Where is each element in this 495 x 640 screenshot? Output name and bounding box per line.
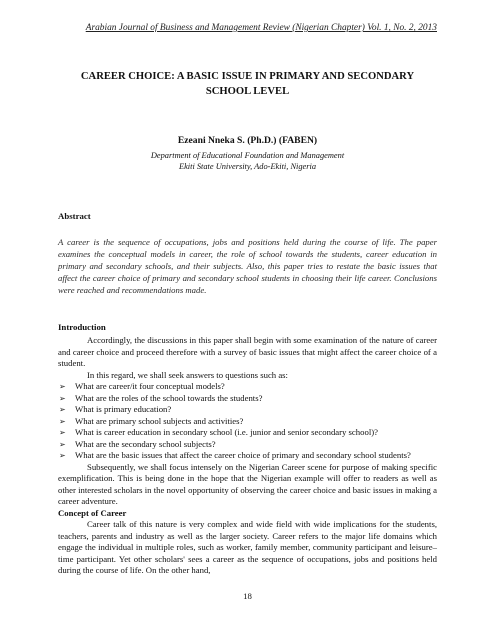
journal-header: Arabian Journal of Business and Management Review (Nigerian Chapter) Vol. 1, No. 2, 2013 — [85, 23, 437, 33]
body-text — [58, 335, 437, 577]
list-item: ➢ What is career education in secondary school (i.e. junior and senior secondary school)? — [59, 427, 378, 437]
author-department: Department of Educational Foundation and Management — [150, 151, 345, 160]
page-number: 18 — [243, 591, 252, 601]
title-line-1: CAREER CHOICE: A BASIC ISSUE IN PRIMARY AND SECONDARY — [80, 71, 415, 82]
list-item: ➢ What are the basic issues that affect the career choice of primary and secondary school students? — [59, 450, 411, 460]
list-item: ➢ What are the roles of the school towards the students? — [59, 392, 263, 403]
intro-paragraph-2: In this regard, we shall seek answers to questions such as: — [87, 369, 288, 380]
question-list — [58, 381, 437, 462]
paper-title — [58, 69, 437, 99]
list-item: ➢ What are career/it four conceptual models? — [59, 381, 225, 391]
intro-paragraph-1: Accordingly, the discussions in this paper shall begin with some examination of the nature of career and career choice and proceed therefore with a survey of basic issues that might affect the career choice of a student. — [58, 335, 437, 368]
author-institution: Ekiti State University, Ado-Ekiti, Nigeria — [178, 162, 317, 171]
arrowhead-bullet-icon: ➢ — [59, 416, 66, 426]
arrowhead-bullet-icon: ➢ — [59, 428, 66, 437]
concept-paragraph: Career talk of this nature is very complex and wide field with wide implications for the students, teachers, parents and industry as well as the larger society. Career refers to the major life domains which engage the individual in multiple roles, such as worker, family member, community participant and leisure–time participant. Yet other scholars' sees a career as the sequence of occupations, jobs and positions held during the course of life. On the other hand, — [58, 519, 437, 575]
abstract-text: A career is the sequence of occupations, jobs and positions held during the course of life. The paper examines the conceptual models in career, the role of school towards the students, career education in primary and secondary schools, and their subjects. Also, this paper tries to restate the basic issues that affect the career choice of primary and secondary school students in choosing their life career. Conclusions were reached and recommendations made. — [58, 237, 437, 296]
title-line-2: SCHOOL LEVEL — [205, 86, 290, 97]
abstract-heading: Abstract — [58, 211, 91, 221]
introduction-heading: Introduction — [58, 322, 106, 332]
list-item: ➢ What are primary school subjects and activities? — [59, 415, 244, 426]
concept-heading: Concept of Career — [58, 507, 127, 518]
arrowhead-bullet-icon: ➢ — [59, 405, 66, 414]
arrowhead-bullet-icon: ➢ — [59, 451, 66, 460]
intro-paragraph-3: Subsequently, we shall focus intensely on the Nigerian Career scene for purpose of making specific exemplification. This is being done in the hope that the Nigerian example will offer to readers as well as other interested scholars in the novel opportunity of observing the career choice and basic issues in making a career adventure. — [58, 461, 437, 506]
list-item: ➢ What is primary education? — [59, 404, 172, 414]
author-name: Ezeani Nneka S. (Ph.D.) (FABEN) — [177, 135, 318, 146]
arrowhead-bullet-icon: ➢ — [59, 382, 66, 391]
list-item: ➢ What are the secondary school subjects? — [59, 438, 216, 449]
arrowhead-bullet-icon: ➢ — [59, 393, 66, 403]
arrowhead-bullet-icon: ➢ — [59, 439, 66, 449]
